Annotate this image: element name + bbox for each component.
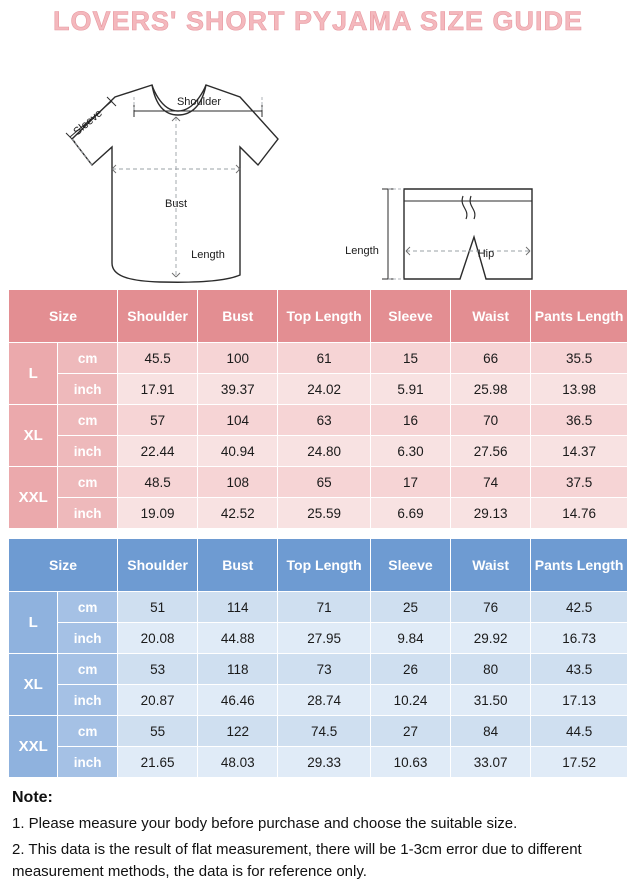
cell: 70 (451, 405, 531, 436)
cell: 61 (278, 343, 371, 374)
cell: 21.65 (117, 747, 197, 778)
table-row (9, 498, 628, 529)
cell: 27.95 (278, 623, 371, 654)
cell: 5.91 (370, 374, 450, 405)
cell: 39.37 (198, 374, 278, 405)
cell: 55 (117, 716, 197, 747)
cell: 73 (278, 654, 371, 685)
page-title: LOVERS' SHORT PYJAMA SIZE GUIDE (53, 6, 583, 36)
unit-cell: cm (58, 343, 118, 374)
size-cell-xl: XL (9, 654, 58, 716)
unit-cell: inch (58, 623, 118, 654)
table-row (9, 436, 628, 467)
header-pants-length: Pants Length (531, 290, 628, 343)
cell: 26 (370, 654, 450, 685)
label-sleeve: Sleeve (71, 107, 105, 139)
header-size: Size (9, 290, 118, 343)
header-shoulder: Shoulder (117, 539, 197, 592)
cell: 71 (278, 592, 371, 623)
note-line-1: 1. Please measure your body before purchase and choose the suitable size. (12, 815, 518, 833)
label-hip: Hip (477, 248, 495, 260)
cell: 10.24 (370, 685, 450, 716)
table-header-row (9, 290, 628, 343)
cell: 108 (198, 467, 278, 498)
cell: 118 (198, 654, 278, 685)
cell: 17.52 (531, 747, 628, 778)
header-size: Size (9, 539, 118, 592)
label-top-length: Length (191, 249, 225, 261)
cell: 37.5 (531, 467, 628, 498)
header-top-length: Top Length (278, 539, 371, 592)
cell: 42.52 (198, 498, 278, 529)
table-row (9, 747, 628, 778)
notes-heading: Note: (12, 789, 53, 806)
unit-cell: cm (58, 654, 118, 685)
cell: 24.80 (278, 436, 371, 467)
cell: 31.50 (451, 685, 531, 716)
label-shoulder: Shoulder (176, 96, 222, 108)
size-cell-xxl: XXL (9, 467, 58, 529)
header-waist: Waist (451, 290, 531, 343)
table-row (9, 623, 628, 654)
cell: 6.69 (370, 498, 450, 529)
cell: 80 (451, 654, 531, 685)
cell: 44.5 (531, 716, 628, 747)
cell: 14.37 (531, 436, 628, 467)
cell: 57 (117, 405, 197, 436)
notes-section (0, 778, 636, 882)
cell: 29.92 (451, 623, 531, 654)
cell: 100 (198, 343, 278, 374)
note-line-2: 2. This data is the result of flat measurement, there will be 1-3cm error due to different measurement methods, the data is for reference only. (12, 840, 582, 880)
cell: 53 (117, 654, 197, 685)
cell: 14.76 (531, 498, 628, 529)
label-pants-length: Length (345, 245, 379, 257)
cell: 43.5 (531, 654, 628, 685)
table-row (9, 343, 628, 374)
header-pants-length: Pants Length (531, 539, 628, 592)
table-row (9, 592, 628, 623)
table-row (9, 685, 628, 716)
cell: 13.98 (531, 374, 628, 405)
cell: 114 (198, 592, 278, 623)
header-bust: Bust (198, 290, 278, 343)
cell: 10.63 (370, 747, 450, 778)
cell: 25 (370, 592, 450, 623)
cell: 66 (451, 343, 531, 374)
cell: 74 (451, 467, 531, 498)
unit-cell: cm (58, 405, 118, 436)
cell: 22.44 (117, 436, 197, 467)
unit-cell: cm (58, 716, 118, 747)
cell: 33.07 (451, 747, 531, 778)
table-row (9, 374, 628, 405)
size-cell-xxl: XXL (9, 716, 58, 778)
cell: 9.84 (370, 623, 450, 654)
size-table-women (8, 289, 628, 529)
header-waist: Waist (451, 539, 531, 592)
cell: 17.91 (117, 374, 197, 405)
cell: 122 (198, 716, 278, 747)
cell: 29.33 (278, 747, 371, 778)
table-row (9, 654, 628, 685)
size-table-men (8, 538, 628, 778)
header-bust: Bust (198, 539, 278, 592)
cell: 6.30 (370, 436, 450, 467)
size-cell-l: L (9, 592, 58, 654)
cell: 84 (451, 716, 531, 747)
header-shoulder: Shoulder (117, 290, 197, 343)
cell: 17.13 (531, 685, 628, 716)
cell: 20.08 (117, 623, 197, 654)
cell: 24.02 (278, 374, 371, 405)
size-cell-l: L (9, 343, 58, 405)
cell: 48.5 (117, 467, 197, 498)
cell: 65 (278, 467, 371, 498)
unit-cell: cm (58, 592, 118, 623)
cell: 45.5 (117, 343, 197, 374)
table-row (9, 716, 628, 747)
cell: 16.73 (531, 623, 628, 654)
cell: 74.5 (278, 716, 371, 747)
table-row (9, 405, 628, 436)
cell: 104 (198, 405, 278, 436)
table-row (9, 467, 628, 498)
cell: 76 (451, 592, 531, 623)
header-sleeve: Sleeve (370, 539, 450, 592)
cell: 20.87 (117, 685, 197, 716)
cell: 63 (278, 405, 371, 436)
cell: 51 (117, 592, 197, 623)
cell: 35.5 (531, 343, 628, 374)
label-bust: Bust (164, 198, 188, 210)
cell: 40.94 (198, 436, 278, 467)
cell: 36.5 (531, 405, 628, 436)
header-sleeve: Sleeve (370, 290, 450, 343)
cell: 42.5 (531, 592, 628, 623)
header-top-length: Top Length (278, 290, 371, 343)
cell: 15 (370, 343, 450, 374)
cell: 17 (370, 467, 450, 498)
cell: 27.56 (451, 436, 531, 467)
cell: 27 (370, 716, 450, 747)
unit-cell: inch (58, 747, 118, 778)
cell: 19.09 (117, 498, 197, 529)
cell: 25.98 (451, 374, 531, 405)
cell: 28.74 (278, 685, 371, 716)
size-cell-xl: XL (9, 405, 58, 467)
cell: 46.46 (198, 685, 278, 716)
garment-illustration (0, 39, 636, 289)
cell: 48.03 (198, 747, 278, 778)
unit-cell: inch (58, 374, 118, 405)
cell: 29.13 (451, 498, 531, 529)
table-header-row (9, 539, 628, 592)
unit-cell: inch (58, 498, 118, 529)
cell: 16 (370, 405, 450, 436)
unit-cell: cm (58, 467, 118, 498)
cell: 25.59 (278, 498, 371, 529)
unit-cell: inch (58, 685, 118, 716)
unit-cell: inch (58, 436, 118, 467)
cell: 44.88 (198, 623, 278, 654)
